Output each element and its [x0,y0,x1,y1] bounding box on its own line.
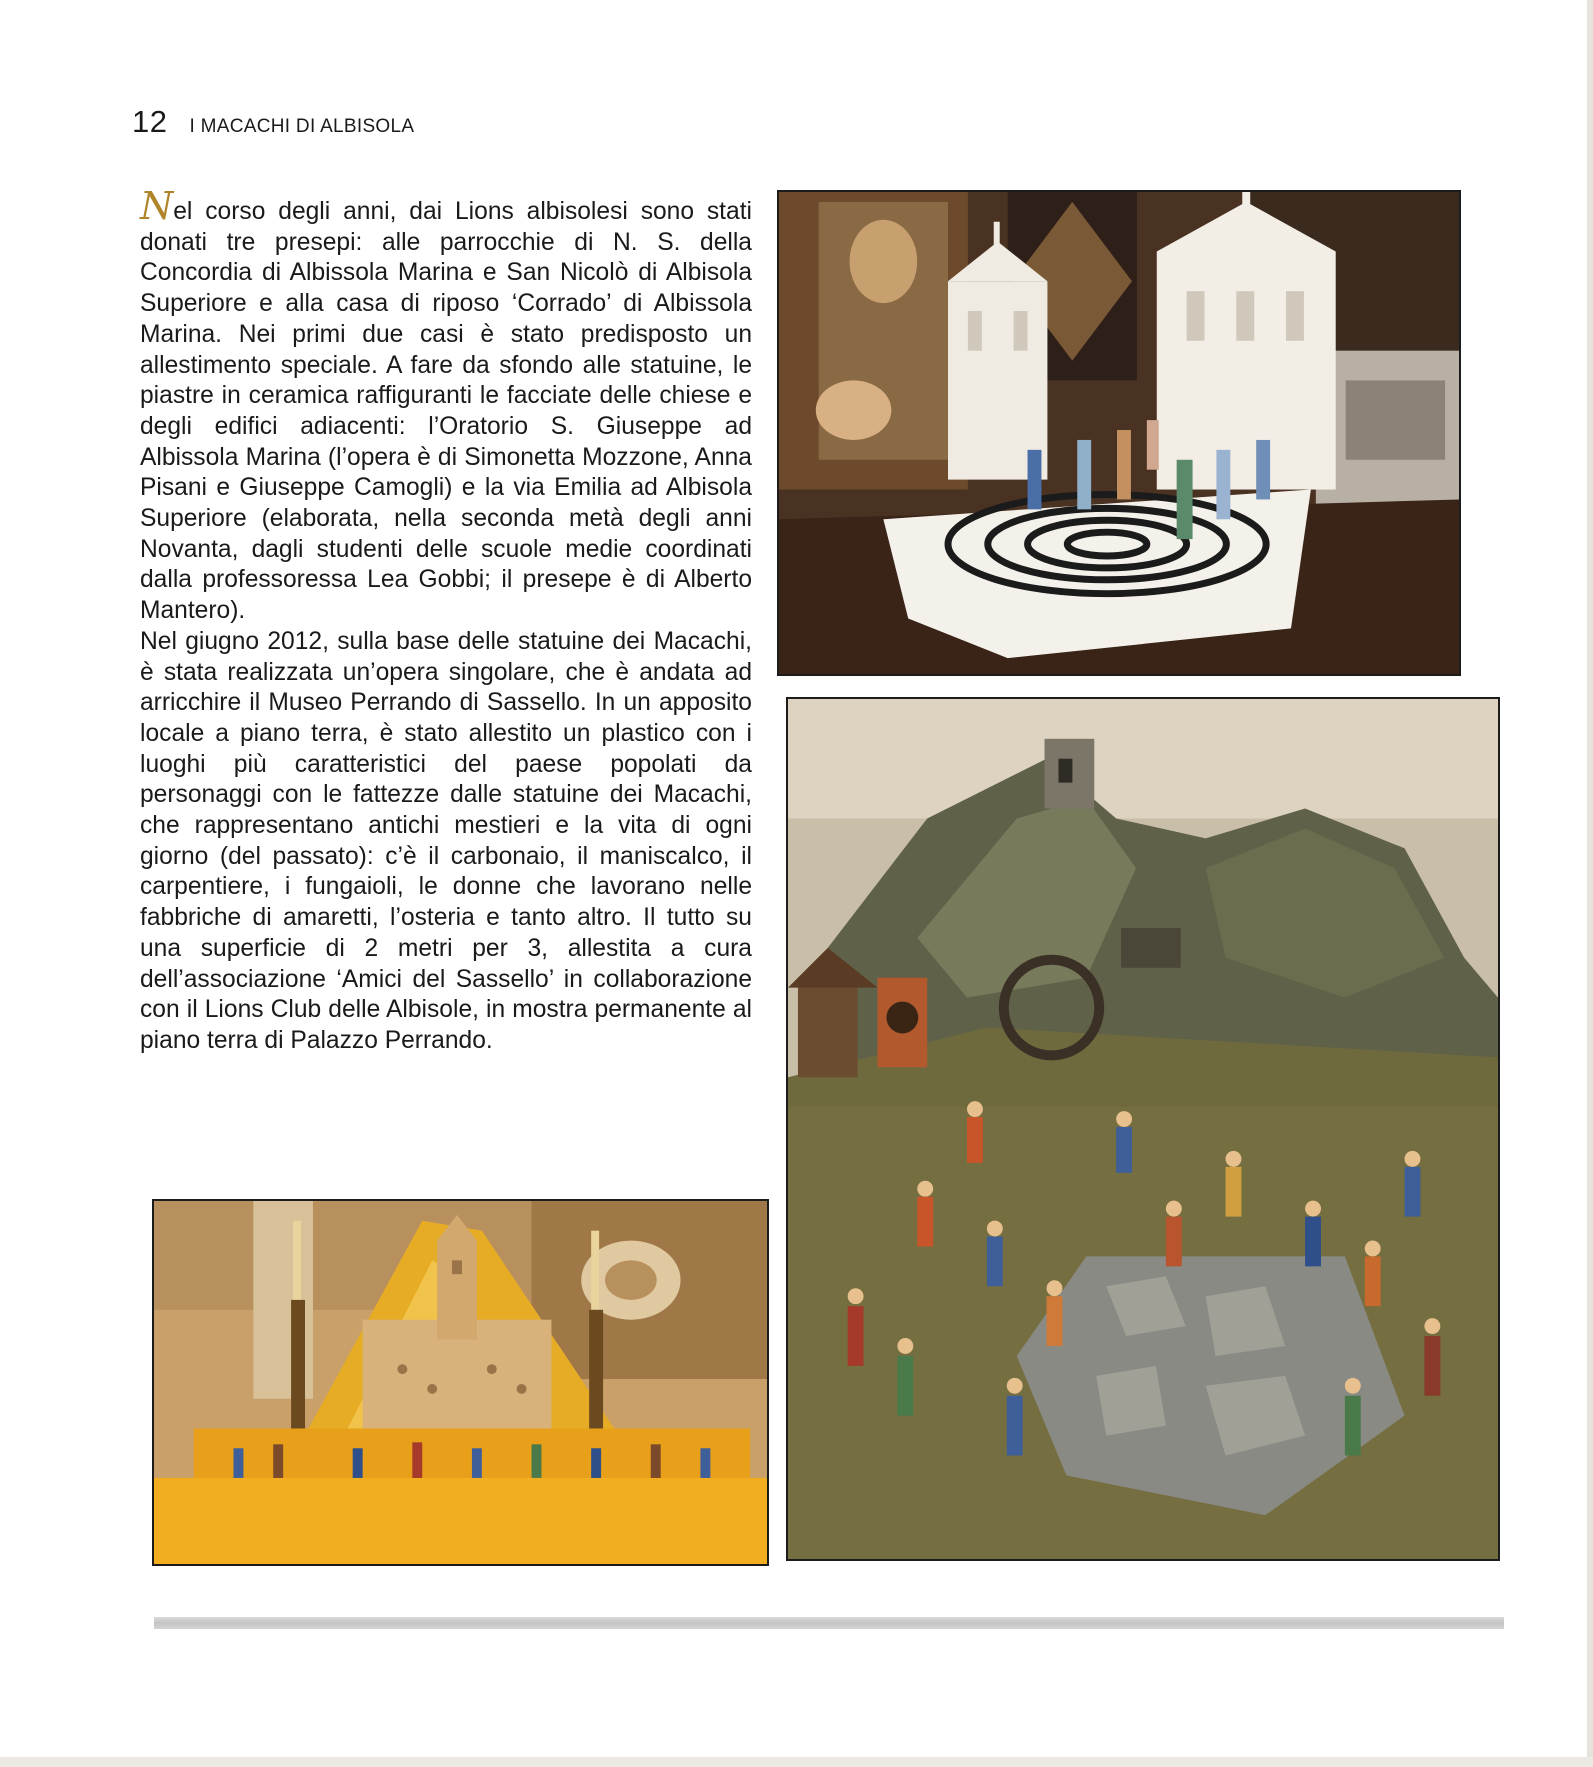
village-model-photo-sassello [786,697,1500,1561]
page-number: 12 [132,104,168,139]
article-paragraph [140,184,752,627]
paragraph-text: el corso degli anni, dai Lions albisolesi sono stati donati tre presepi: alle parrocchie di N. S. della Concordia di Albissola Marina e San Nicolò di Albisola Superiore e alla casa di riposo ‘Corrado’ di Albissola Marina. Nei primi due casi è stato predisposto un allestimento speciale. A fare da sfondo alle statuine, le piastre in ceramica raffiguranti le facciate delle chiese e degli edifici adiacenti: l’Oratorio S. Giuseppe ad Albissola Marina (l’opera è di Simonetta Mozzone, Anna Pisani e Giuseppe Camogli) e la via Emilia ad Albisola Superiore (elaborata, nella seconda metà degli anni Novanta, dagli studenti delle scuole medie coordinati dalla professoressa Lea Gobbi; il presepe è di Alberto Mantero). [140,198,752,625]
page-header [132,104,414,140]
photo-illustration [154,1201,767,1564]
photo-illustration [779,192,1459,674]
scan-edge [1587,0,1593,1767]
photo-illustration [788,699,1498,1559]
drop-cap: N [140,184,174,228]
article-body [140,184,752,1057]
nativity-photo-church-facades [777,190,1461,676]
running-title: I MACACHI DI ALBISOLA [189,116,415,137]
article-paragraph: Nel giugno 2012, sulla base delle statuine dei Macachi, è stata realizzata un’opera singolare, che è andata ad arricchire il Museo Perrando di Sassello. In un apposito locale a piano terra, è stato allestito un plastico con i luoghi più caratteristici del paese popolati da personaggi con le fattezze dalle statuine dei Macachi, che rappresentano antichi mestieri e la vita di ogni giorno (del passato): c’è il carbonaio, il maniscalco, il carpentiere, i fungaioli, le donne che lavorano nelle fabbriche di amaretti, l’osteria e tanto altro. Il tutto su una superficie di 2 metri per 3, allestita a cura dell’associazione ‘Amici del Sassello’ in collaborazione con il Lions Club delle Albisole, in mostra permanente al piano terra di Palazzo Perrando. [140,627,752,1054]
altar-nativity-photo [152,1199,769,1566]
footer-rule [154,1617,1504,1629]
scan-edge [0,1757,1593,1767]
